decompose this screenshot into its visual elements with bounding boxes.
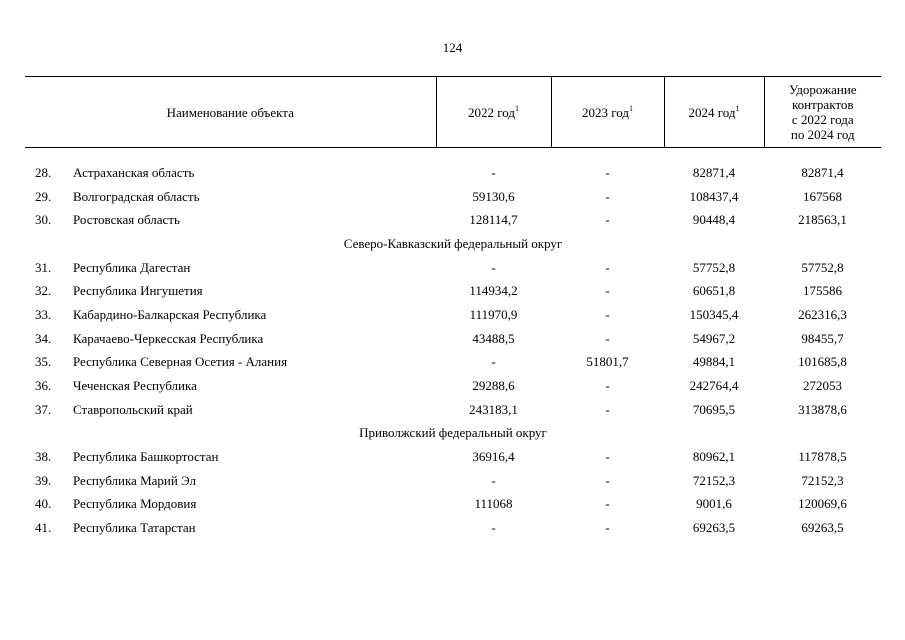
header-increase (764, 77, 881, 148)
table-row (25, 327, 881, 351)
value-2022: - (491, 354, 496, 370)
row-number: 31. (35, 259, 52, 275)
header-2023 (551, 77, 664, 148)
value-2022: 59130,6 (472, 188, 515, 204)
row-number: 32. (35, 283, 52, 299)
row-number: 36. (35, 378, 52, 394)
value-2022: 243183,1 (469, 401, 518, 417)
value-increase: 57752,8 (801, 259, 844, 275)
value-2022: - (491, 520, 496, 536)
value-increase: 218563,1 (798, 212, 847, 228)
header-2024 (664, 77, 764, 148)
table-row (25, 516, 881, 540)
value-2022: 36916,4 (472, 449, 515, 465)
value-2024: 9001,6 (696, 496, 732, 512)
row-number: 39. (35, 472, 52, 488)
region-header-row (25, 422, 881, 446)
value-2022: - (491, 472, 496, 488)
value-2023: - (605, 496, 610, 512)
value-increase: 175586 (803, 283, 842, 299)
header-increase-line: по 2024 год (790, 127, 855, 142)
value-2023: - (605, 306, 610, 322)
table-row (25, 445, 881, 469)
table-header (25, 77, 881, 148)
value-increase: 69263,5 (801, 520, 844, 536)
table-row (25, 161, 881, 185)
value-increase: 117878,5 (798, 449, 847, 465)
object-name: Республика Дагестан (73, 259, 191, 275)
data-table (25, 76, 881, 540)
value-2023: - (605, 472, 610, 488)
table-row (25, 374, 881, 398)
table-row (25, 469, 881, 493)
object-name: Республика Ингушетия (73, 283, 203, 299)
region-label: Приволжский федеральный округ (359, 425, 547, 441)
value-2024: 72152,3 (692, 472, 736, 488)
region-header-row (25, 232, 881, 256)
row-number: 41. (35, 520, 52, 536)
value-increase: 120069,6 (798, 496, 847, 512)
row-number: 33. (35, 306, 52, 322)
value-2022: 128114,7 (469, 212, 518, 228)
value-2022: 111970,9 (469, 306, 518, 322)
object-name: Республика Марий Эл (73, 472, 196, 488)
value-2023: - (605, 212, 610, 228)
value-2024: 242764,4 (689, 378, 739, 394)
header-2022-label: 2022 год (468, 104, 515, 120)
header-2024-footnote: 1 (735, 103, 740, 113)
value-2022: - (491, 164, 496, 180)
value-increase: 272053 (803, 378, 842, 394)
header-object-name: Наименование объекта (25, 77, 436, 148)
header-increase-line: Удорожание (788, 82, 857, 97)
value-2024: 80962,1 (692, 449, 736, 465)
value-2024: 49884,1 (692, 354, 736, 370)
value-2023: - (605, 401, 610, 417)
value-2022: 29288,6 (472, 378, 515, 394)
object-name: Астраханская область (73, 164, 195, 180)
table-row (25, 208, 881, 232)
object-name: Республика Башкортостан (73, 449, 219, 465)
value-2024: 60651,8 (692, 283, 736, 299)
table-row (25, 398, 881, 422)
object-name: Республика Татарстан (73, 520, 196, 536)
value-2023: - (605, 188, 610, 204)
table-row (25, 279, 881, 303)
row-number: 34. (35, 330, 52, 346)
table-row (25, 351, 881, 375)
table-row (25, 185, 881, 209)
value-2023: - (605, 283, 610, 299)
table-row (25, 303, 881, 327)
value-increase: 98455,7 (801, 330, 844, 346)
value-2022: 114934,2 (469, 283, 518, 299)
data-table-container (25, 76, 881, 540)
value-increase: 72152,3 (801, 472, 844, 488)
header-increase-line: контрактов (791, 97, 854, 112)
value-2024: 108437,4 (689, 188, 739, 204)
value-2022: - (491, 259, 496, 275)
value-increase: 101685,8 (798, 354, 847, 370)
header-2023-footnote: 1 (629, 103, 633, 113)
value-2023: - (605, 259, 610, 275)
value-increase: 313878,6 (798, 401, 847, 417)
header-spacer-row (25, 148, 881, 162)
object-name: Ставропольский край (73, 401, 193, 417)
value-2024: 90448,4 (692, 212, 736, 228)
row-number: 30. (35, 212, 52, 228)
row-number: 29. (35, 188, 52, 204)
row-number: 35. (35, 354, 52, 370)
header-2022 (436, 77, 551, 148)
value-increase: 167568 (803, 188, 842, 204)
value-2023: - (605, 164, 610, 180)
value-2024: 69263,5 (692, 520, 736, 536)
value-2024: 150345,4 (689, 306, 739, 322)
value-2023: - (605, 520, 610, 536)
value-2022: 111068 (474, 496, 513, 512)
header-increase-line: с 2022 года (791, 112, 854, 127)
object-name: Волгоградская область (73, 188, 200, 204)
object-name: Республика Мордовия (73, 496, 197, 512)
table-row (25, 256, 881, 280)
row-number: 37. (35, 401, 52, 417)
object-name: Ростовская область (73, 212, 180, 228)
object-name: Республика Северная Осетия - Алания (73, 354, 288, 370)
region-label: Северо-Кавказский федеральный округ (343, 235, 563, 251)
table-body (25, 148, 881, 541)
page-number: 124 (442, 40, 463, 55)
header-2023-label: 2023 год (582, 104, 629, 120)
table-row (25, 493, 881, 517)
value-increase: 82871,4 (801, 164, 844, 180)
value-2023: - (605, 330, 610, 346)
value-2024: 70695,5 (692, 401, 736, 417)
value-2024: 57752,8 (692, 259, 736, 275)
object-name: Кабардино-Балкарская Республика (73, 306, 267, 322)
row-number: 28. (35, 164, 52, 180)
value-2022: 43488,5 (472, 330, 515, 346)
row-number: 38. (35, 449, 52, 465)
value-2024: 82871,4 (692, 164, 736, 180)
value-2024: 54967,2 (692, 330, 736, 346)
value-2023: - (605, 449, 610, 465)
header-2022-footnote: 1 (515, 103, 519, 113)
header-2024-label: 2024 год (688, 104, 736, 120)
object-name: Чеченская Республика (73, 378, 197, 394)
value-2023: - (605, 378, 610, 394)
value-increase: 262316,3 (798, 306, 847, 322)
value-2023: 51801,7 (586, 354, 629, 370)
row-number: 40. (35, 496, 52, 512)
object-name: Карачаево-Черкесская Республика (73, 330, 264, 346)
